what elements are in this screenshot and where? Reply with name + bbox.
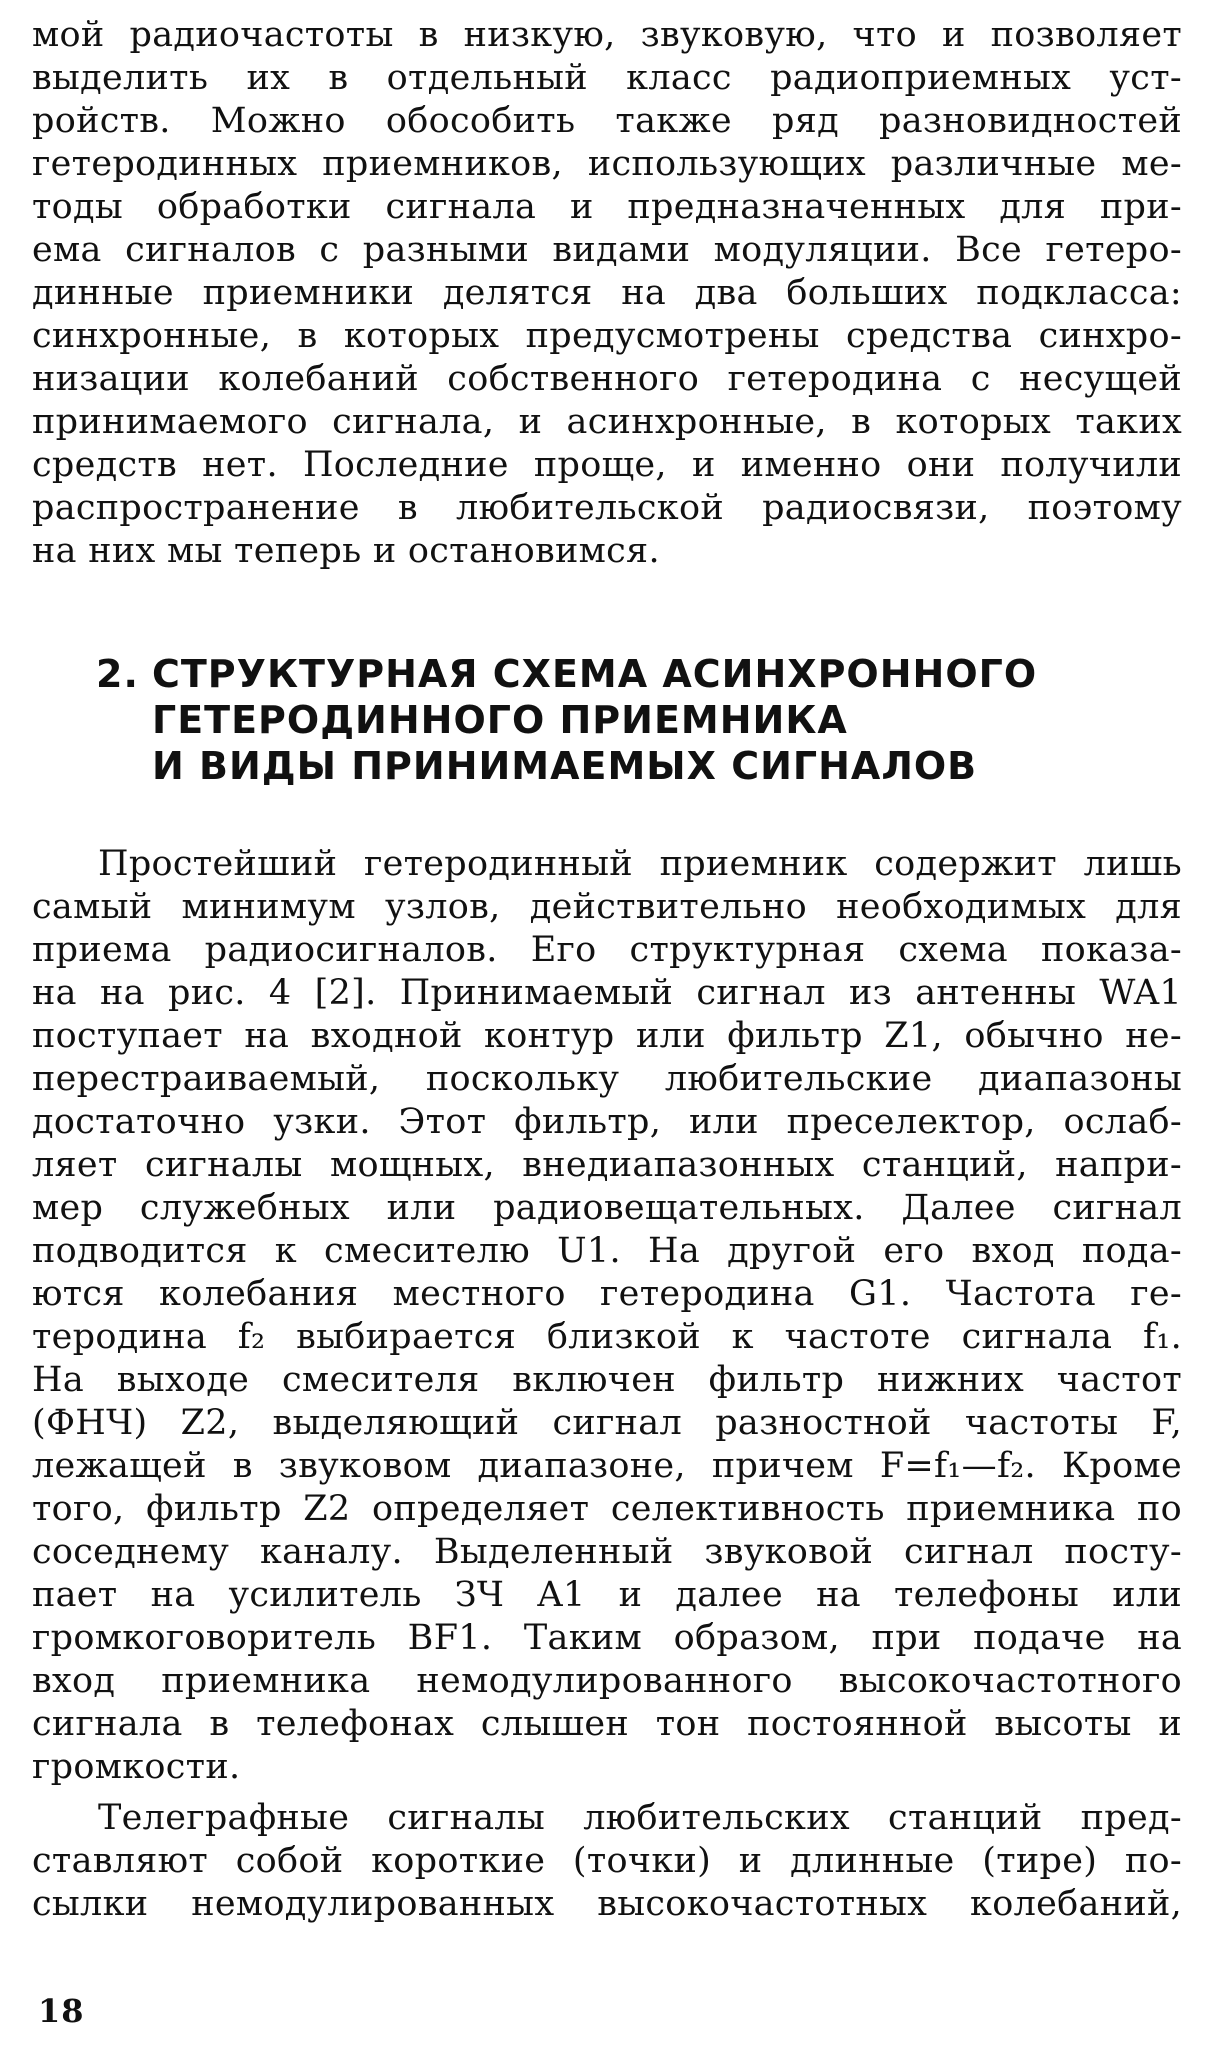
text-line: вход приемника немодулированного высокочастотного	[32, 1661, 1182, 1701]
section-title-line: ГЕТЕРОДИННОГО ПРИЕМНИКА	[152, 698, 848, 742]
text-line: поступает на входной контур или фильтр Z1, обычно не-	[32, 1016, 1182, 1056]
text-line: ются колебания местного гетеродина G1. Частота ге-	[32, 1274, 1182, 1314]
text-line: средств нет. Последние проще, и именно они получили	[32, 445, 1182, 485]
section-title-line: СТРУКТУРНАЯ СХЕМА АСИНХРОННОГО	[152, 652, 1038, 696]
text-line: (ФНЧ) Z2, выделяющий сигнал разностной частоты F,	[32, 1403, 1182, 1443]
text-line: низации колебаний собственного гетеродина с несущей	[32, 359, 1182, 399]
text-line: перестраиваемый, поскольку любительские диапазоны	[32, 1059, 1182, 1099]
text-line: мой радиочастоты в низкую, звуковую, что и позволяет	[32, 15, 1182, 55]
text-line: соседнему каналу. Выделенный звуковой сигнал посту-	[32, 1532, 1182, 1572]
paragraph-3	[32, 1797, 1182, 1926]
text-line: тоды обработки сигнала и предназначенных для при-	[32, 187, 1182, 227]
text-line: достаточно узки. Этот фильтр, или преселектор, ослаб-	[32, 1102, 1182, 1142]
text-line: ставляют собой короткие (точки) и длинные (тире) по-	[32, 1841, 1182, 1881]
text-line: На выходе смесителя включен фильтр нижних частот	[32, 1360, 1182, 1400]
text-line: мер служебных или радиовещательных. Далее сигнал	[32, 1188, 1182, 1228]
text-line: самый минимум узлов, действительно необходимых для	[32, 887, 1182, 927]
text-line: лежащей в звуковом диапазоне, причем F=f₁—f₂. Кроме	[32, 1446, 1182, 1486]
text-line: Телеграфные сигналы любительских станций пред-	[98, 1798, 1182, 1838]
text-line: синхронные, в которых предусмотрены средства синхро-	[32, 316, 1182, 356]
text-line: сигнала в телефонах слышен тон постоянной высоты и	[32, 1704, 1182, 1744]
paragraph-2	[32, 843, 1182, 1789]
text-line: гетеродинных приемников, использующих различные ме-	[32, 144, 1182, 184]
text-line: на них мы теперь и остановимся.	[32, 531, 660, 571]
text-line: ляет сигналы мощных, внедиапазонных станций, напри-	[32, 1145, 1182, 1185]
text-line: сылки немодулированных высокочастотных колебаний,	[32, 1884, 1182, 1924]
section-title-line: И ВИДЫ ПРИНИМАЕМЫХ СИГНАЛОВ	[152, 744, 978, 788]
text-line: пает на усилитель ЗЧ A1 и далее на телефоны или	[32, 1575, 1182, 1615]
section-number: 2.	[96, 652, 139, 696]
text-line: громкости.	[32, 1747, 241, 1787]
page-number: 18	[38, 1992, 85, 2030]
text-line: динные приемники делятся на два больших подкласса:	[32, 273, 1182, 313]
text-line: на на рис. 4 [2]. Принимаемый сигнал из антенны WA1	[32, 973, 1182, 1013]
text-line: ема сигналов с разными видами модуляции. Все гетеро-	[32, 230, 1182, 270]
text-line: подводится к смесителю U1. На другой его вход пода-	[32, 1231, 1182, 1271]
text-line: распространение в любительской радиосвязи, поэтому	[32, 488, 1182, 528]
text-line: ройств. Можно обособить также ряд разновидностей	[32, 101, 1182, 141]
paragraph-1	[32, 14, 1182, 573]
text-line: выделить их в отдельный класс радиоприемных уст-	[32, 58, 1182, 98]
text-line: принимаемого сигнала, и асинхронные, в которых таких	[32, 402, 1182, 442]
text-line: того, фильтр Z2 определяет селективность приемника по	[32, 1489, 1182, 1529]
text-line: громкоговоритель BF1. Таким образом, при подаче на	[32, 1618, 1182, 1658]
text-line: теродина f₂ выбирается близкой к частоте сигнала f₁.	[32, 1317, 1182, 1357]
text-line: приема радиосигналов. Его структурная схема показа-	[32, 930, 1182, 970]
text-line: Простейший гетеродинный приемник содержит лишь	[98, 844, 1182, 884]
section-heading	[96, 651, 1182, 789]
